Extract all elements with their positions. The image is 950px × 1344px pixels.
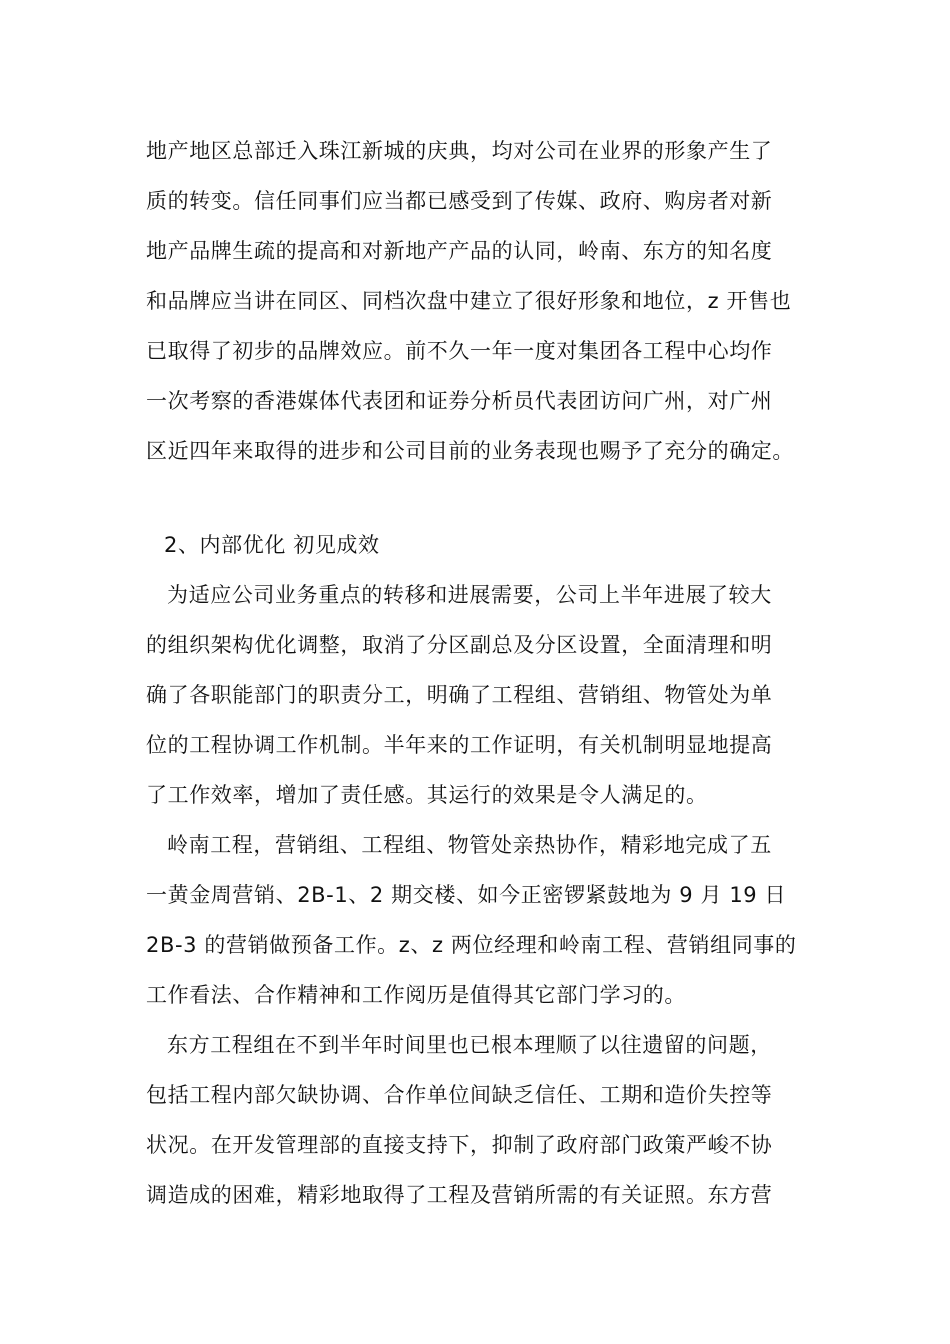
text-line: 状况。在开发管理部的直接支持下，抑制了政府部门政策严峻不协 (146, 1133, 773, 1157)
text-line: 一次考察的香港媒体代表团和证券分析员代表团访问广州，对广州 (146, 389, 773, 413)
text-line: 的组织架构优化调整，取消了分区副总及分区设置，全面清理和明 (146, 633, 773, 657)
text-line: 包括工程内部欠缺协调、合作单位间缺乏信任、工期和造价失控等 (146, 1083, 773, 1107)
text-line: 确了各职能部门的职责分工，明确了工程组、营销组、物管处为单 (146, 683, 773, 707)
text-line: 为适应公司业务重点的转移和进展需要，公司上半年进展了较大 (167, 583, 772, 607)
text-line: 调造成的困难，精彩地取得了工程及营销所需的有关证照。东方营 (146, 1183, 773, 1207)
text-line: 东方工程组在不到半年时间里也已根本理顺了以往遗留的问题， (167, 1033, 772, 1057)
text-line: 2B-3 的营销做预备工作。z、z 两位经理和岭南工程、营销组同事的 (146, 933, 797, 957)
text-line: 和品牌应当讲在同区、同档次盘中建立了很好形象和地位，z 开售也 (146, 289, 792, 313)
text-line: 工作看法、合作精神和工作阅历是值得其它部门学习的。 (146, 983, 686, 1007)
text-line: 地产地区总部迁入珠江新城的庆典，均对公司在业界的形象产生了 (146, 139, 773, 163)
text-line: 地产品牌生疏的提高和对新地产产品的认同，岭南、东方的知名度 (146, 239, 773, 263)
text-line: 已取得了初步的品牌效应。前不久一年一度对集团各工程中心均作 (146, 339, 773, 363)
section-heading: 2、内部优化 初见成效 (164, 533, 380, 557)
text-line: 位的工程协调工作机制。半年来的工作证明，有关机制明显地提高 (146, 733, 773, 757)
text-line: 质的转变。信任同事们应当都已感受到了传媒、政府、购房者对新 (146, 189, 773, 213)
intro-paragraph (146, 126, 846, 476)
text-line: 了工作效率，增加了责任感。其运行的效果是令人满足的。 (146, 783, 708, 807)
section-body (146, 520, 846, 1220)
text-line: 一黄金周营销、2B-1、2 期交楼、如今正密锣紧鼓地为 9 月 19 日 (146, 883, 787, 907)
text-line: 区近四年来取得的进步和公司目前的业务表现也赐予了充分的确定。 (146, 439, 794, 463)
text-line: 岭南工程，营销组、工程组、物管处亲热协作，精彩地完成了五 (167, 833, 772, 857)
